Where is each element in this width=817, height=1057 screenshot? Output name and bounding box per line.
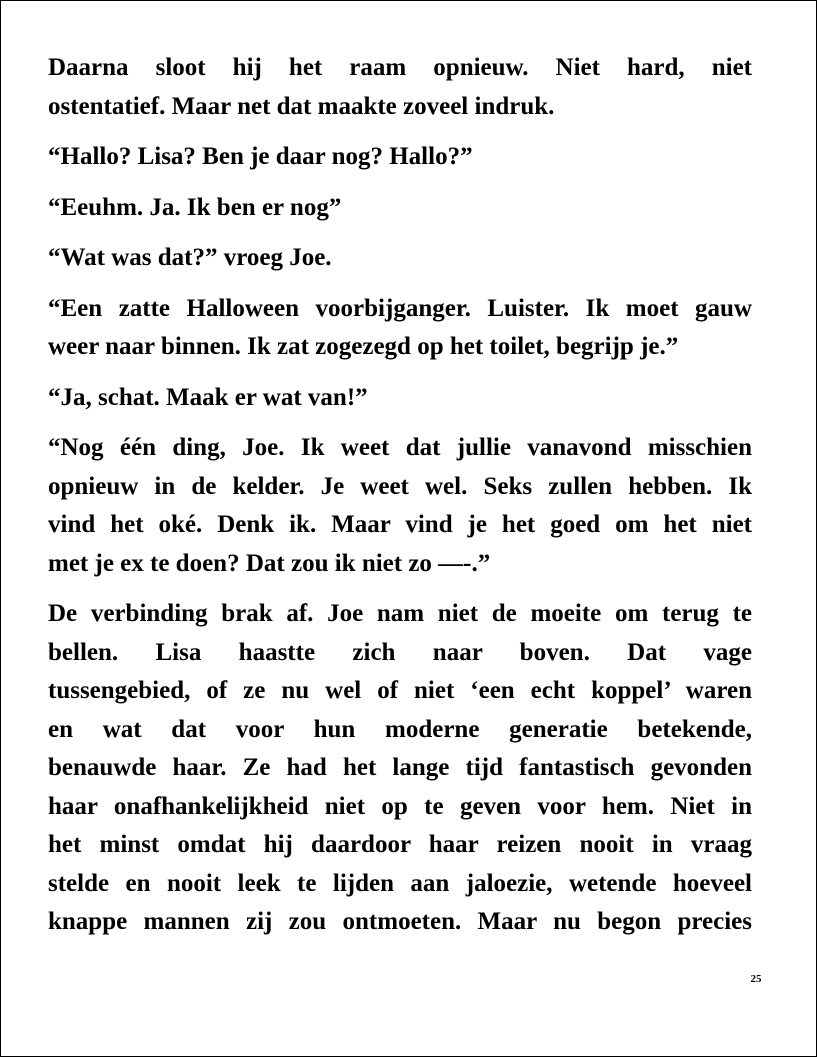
paragraph [48, 429, 752, 583]
text-line: “Wat was dat?” vroeg Joe. [48, 244, 332, 271]
text-line: het minst omdat hij daardoor haar reizen nooit in vraag [48, 831, 752, 858]
text-line: “Nog één ding, Joe. Ik weet dat jullie vanavond misschien [48, 434, 752, 461]
paragraph [48, 595, 752, 942]
text-line: haar onafhankelijkheid niet op te geven voor hem. Niet in [48, 792, 752, 820]
text-line: bellen. Lisa haastte zich naar boven. Dat vage [48, 638, 752, 666]
paragraph [48, 290, 752, 367]
text-line: “Een zatte Halloween voorbijganger. Luister. Ik moet gauw [48, 294, 752, 322]
text-line: benauwde haar. Ze had het lange tijd fantastisch gevonden [48, 754, 752, 781]
text-line: tussengebied, of ze nu wel of niet ‘een echt koppel’ waren [48, 677, 752, 704]
text-line: “Hallo? Lisa? Ben je daar nog? Hallo?” [48, 143, 473, 170]
text-line: De verbinding brak af. Joe nam niet de moeite om terug te [48, 600, 752, 627]
text-line: knappe mannen zij zou ontmoeten. Maar nu begon precies [48, 908, 752, 935]
text-line: stelde en nooit leek te lijden aan jaloezie, wetende hoeveel [48, 869, 752, 897]
text-line: vind het oké. Denk ik. Maar vind je het goed om het niet [48, 511, 752, 538]
page-number: 25 [750, 973, 762, 985]
text-line: ostentatief. Maar net dat maakte zoveel indruk. [48, 92, 555, 120]
paragraph [48, 379, 752, 418]
paragraph [48, 239, 752, 278]
text-line: met je ex te doen? Dat zou ik niet zo —-.” [48, 549, 491, 577]
paragraph [48, 189, 752, 228]
paragraph [48, 138, 752, 177]
text-line: weer naar binnen. Ik zat zogezegd op het toilet, begrijp je.” [48, 333, 679, 360]
paragraph [48, 49, 752, 126]
text-line: “Eeuhm. Ja. Ik ben er nog” [48, 193, 342, 221]
text-line: opnieuw in de kelder. Je weet wel. Seks zullen hebben. Ik [48, 472, 752, 500]
text-line: “Ja, schat. Maak er wat van!” [48, 383, 368, 411]
text-line: Daarna sloot hij het raam opnieuw. Niet hard, niet [48, 54, 752, 81]
body-text [48, 49, 752, 954]
text-line: en wat dat voor hun moderne generatie betekende, [48, 715, 752, 743]
